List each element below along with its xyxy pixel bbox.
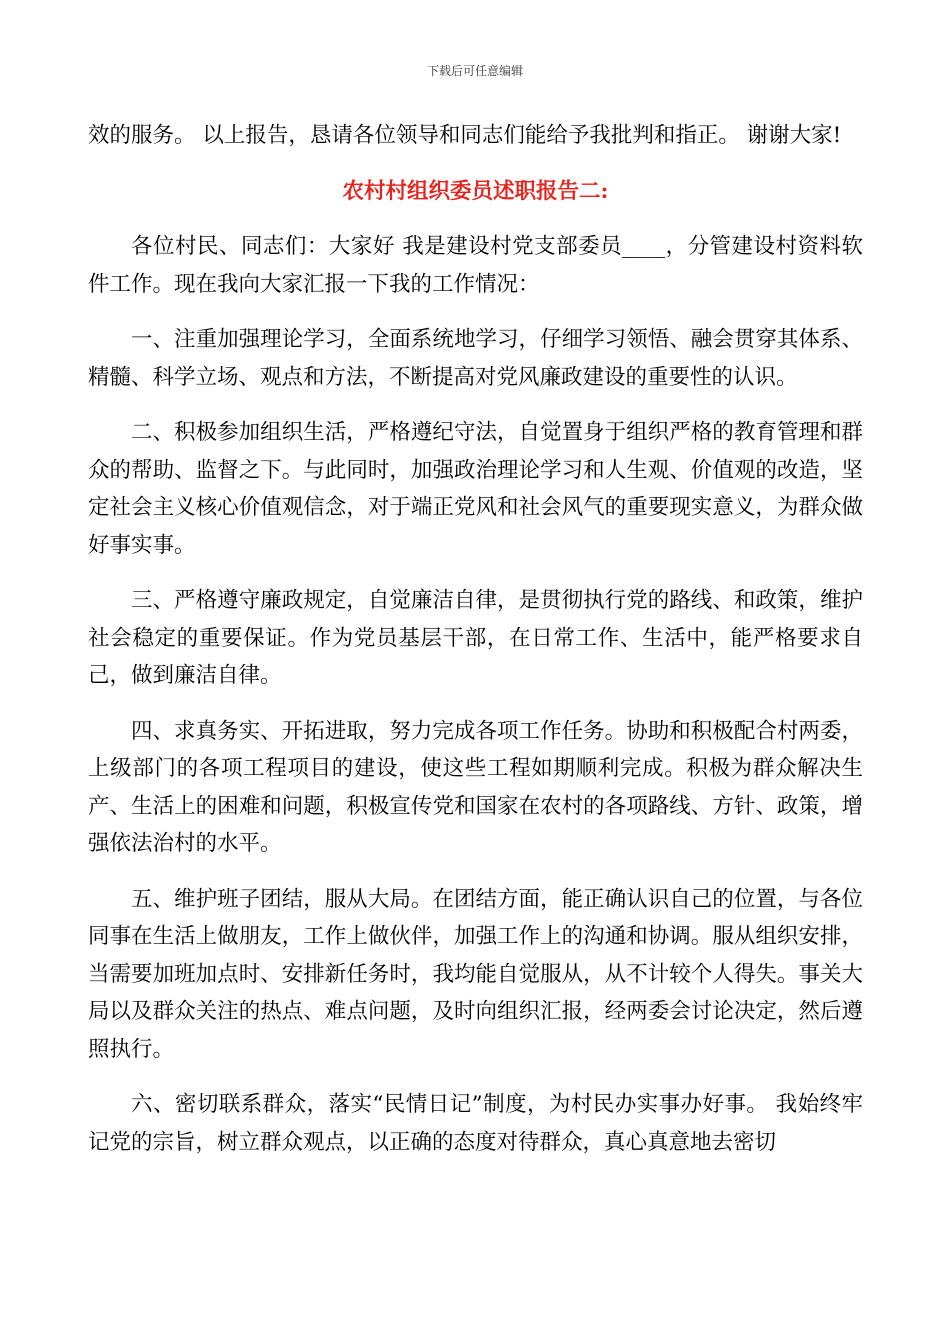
paragraph-item-5: 五、维护班子团结，服从大局。在团结方面，能正确认识自己的位置，与各位同事在生活上做朋友，工作上做伙伴，加强工作上的沟通和协调。服从组织安排，当需要加班加点时、安排新任务时，我均能自觉服从，从不计较个人得失。事关大局以及群众关注的热点、难点问题，及时向组织汇报，经两委会讨论决定，然后遵照执行。 [88,886,863,1062]
paragraph-item-6: 六、密切联系群众，落实“民情日记”制度，为村民办实事办好事。 我始终牢记党的宗旨，树立群众观点，以正确的态度对待群众，真心真意地去密切 [88,1092,863,1155]
page-header-note: 下载后可任意编辑 [426,64,523,78]
paragraph-item-4: 四、求真务实、开拓进取，努力完成各项工作任务。协助和积极配合村两委，上级部门的各项工程项目的建设，使这些工程如期顺利完成。积极为群众解决生产、生活上的困难和问题，积极宣传党和国家在农村的各项路线、方针、政策，增强依法治村的水平。 [88,718,863,856]
document-body [88,117,863,1179]
paragraph-greeting: 各位村民、同志们：大家好 我是建设村党支部委员____，分管建设村资料软件工作。现在我向大家汇报一下我的工作情况： [88,234,863,297]
paragraph-item-3: 三、严格遵守廉政规定，自觉廉洁自律，是贯彻执行党的路线、和政策，维护社会稳定的重要保证。作为党员基层干部，在日常工作、生活中，能严格要求自己，做到廉洁自律。 [88,588,863,688]
paragraph-item-1: 一、注重加强理论学习，全面系统地学习，仔细学习领悟、融会贯穿其体系、精髓、科学立场、观点和方法，不断提高对党风廉政建设的重要性的认识。 [88,327,863,390]
section-title: 农村村组织委员述职报告二: [342,178,609,204]
intro-paragraph: 效的服务。 以上报告，恳请各位领导和同志们能给予我批判和指正。 谢谢大家! [88,123,842,148]
paragraph-item-2: 二、积极参加组织生活，严格遵纪守法，自觉置身于组织严格的教育管理和群众的帮助、监督之下。与此同时，加强政治理论学习和人生观、价值观的改造，坚定社会主义核心价值观信念，对于端正党风和社会风气的重要现实意义，为群众做好事实事。 [88,420,863,558]
